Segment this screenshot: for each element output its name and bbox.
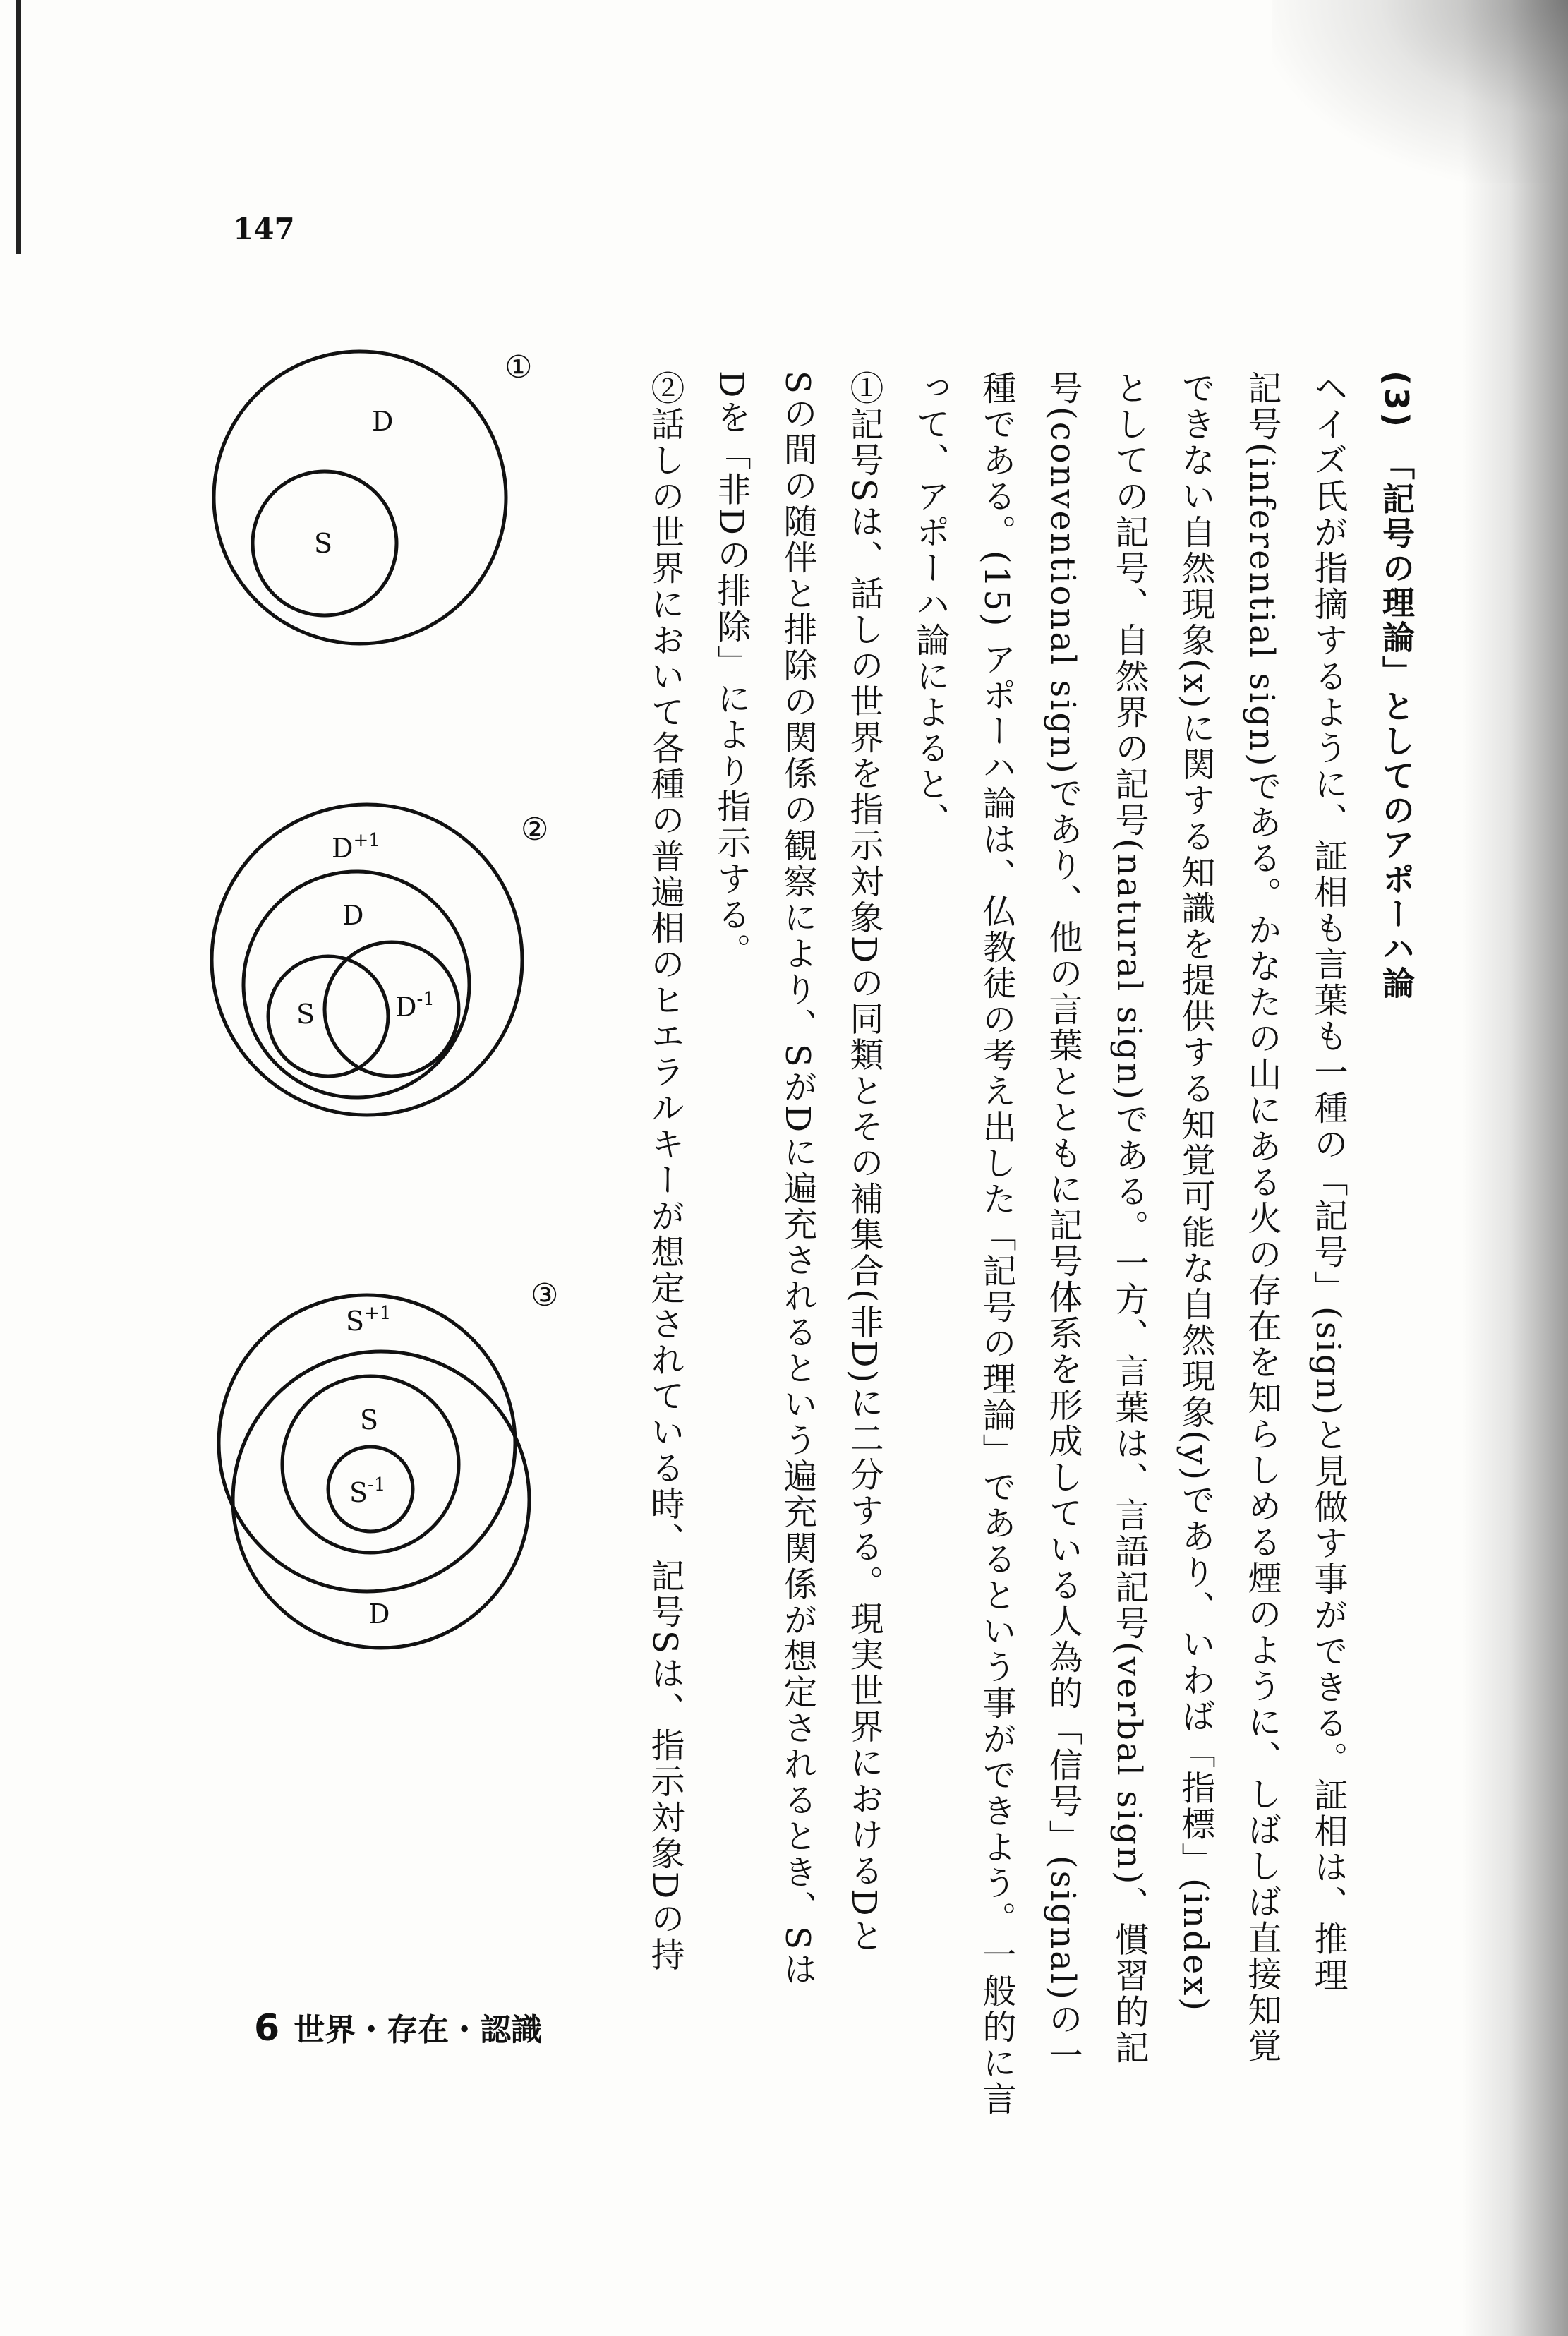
body-line-6: 種である。(15) アポーハ論は、仏教徒の考え出した「記号の理論」であるという事ができよう。一般的に言: [977, 371, 1016, 2117]
figure-3: [219, 1295, 529, 1648]
figure-1-number: ①: [505, 349, 533, 385]
body-line-2: 記号(inferential sign)である。かなたの山にある火の存在を知らしめる煙のように、しばしば直接知覚: [1242, 371, 1281, 2064]
body-line-3: できない自然現象(x)に関する知識を提供する知覚可能な自然現象(y)であり、いわば「指標」(index): [1176, 371, 1215, 2013]
figure-2-number: ②: [521, 812, 549, 848]
figure-1-inner-label: S: [314, 528, 333, 559]
figure-1-outer-label: D: [372, 406, 394, 437]
volume-number: 6: [254, 2007, 280, 2049]
figure-3-middle-circle: [282, 1376, 459, 1553]
body-line-7: って、アポーハ論によると、: [910, 371, 950, 838]
figure-2-middle-label: D: [342, 900, 364, 931]
body-line-8: ①記号Sは、話しの世界を指示対象Dの同類とその補集合(非D)に二分する。現実世界におけるDと: [844, 371, 883, 1954]
body-line-11: ②話しの世界において各種の普遍相のヒエラルキーが想定されている時、記号Sは、指示対象Dの持: [645, 371, 685, 1973]
figure-3-inner-label: $S^{-1}$: [349, 1474, 386, 1508]
figure-2-left-circle: [268, 956, 388, 1076]
body-line-5: 号(conventional sign)であり、他の言葉とともに記号体系を形成している人為的「信号」(signal)の一: [1043, 371, 1082, 2073]
figure-3-top-label: $S^{+1}$: [346, 1303, 392, 1337]
figure-3-bottom-label: D: [368, 1599, 390, 1630]
body-line-9: Sの間の随伴と排除の関係の観察により、SがDに遍充されるという遍充関係が想定されるとき、Sは: [778, 371, 817, 1988]
figure-3-number: ③: [531, 1277, 559, 1313]
page-number: 147: [233, 212, 295, 246]
figure-2-outer-circle: [212, 805, 522, 1115]
figure-3-middle-label: S: [360, 1404, 379, 1435]
running-footer: [254, 2004, 542, 2049]
figure-3-top-circle: [219, 1295, 515, 1591]
section-heading: (3) 「記号の理論」としてのアポーハ論: [1377, 371, 1416, 1001]
body-line-4: としての記号、自然界の記号(natural sign)である。一方、言葉は、言語記号(verbal sign)、慣習的記: [1109, 371, 1149, 2066]
figure-2-right-label: $D^{-1}$: [395, 989, 435, 1023]
figure-2-left-label: S: [296, 999, 315, 1030]
figure-1: [214, 351, 506, 644]
body-line-1: ヘイズ氏が指摘するように、証相も言葉も一種の「記号」(sign)と見做す事ができる。証相は、推理: [1308, 371, 1348, 1994]
volume-title: 世界・存在・認識: [294, 2012, 543, 2048]
figure-2-right-circle: [325, 942, 459, 1076]
figure-1-outer-circle: [214, 351, 506, 644]
figure-2: [212, 805, 522, 1115]
figure-2-outer-label: $D^{+1}$: [332, 830, 380, 864]
body-line-10: Dを「非Dの排除」により指示する。: [711, 371, 751, 969]
